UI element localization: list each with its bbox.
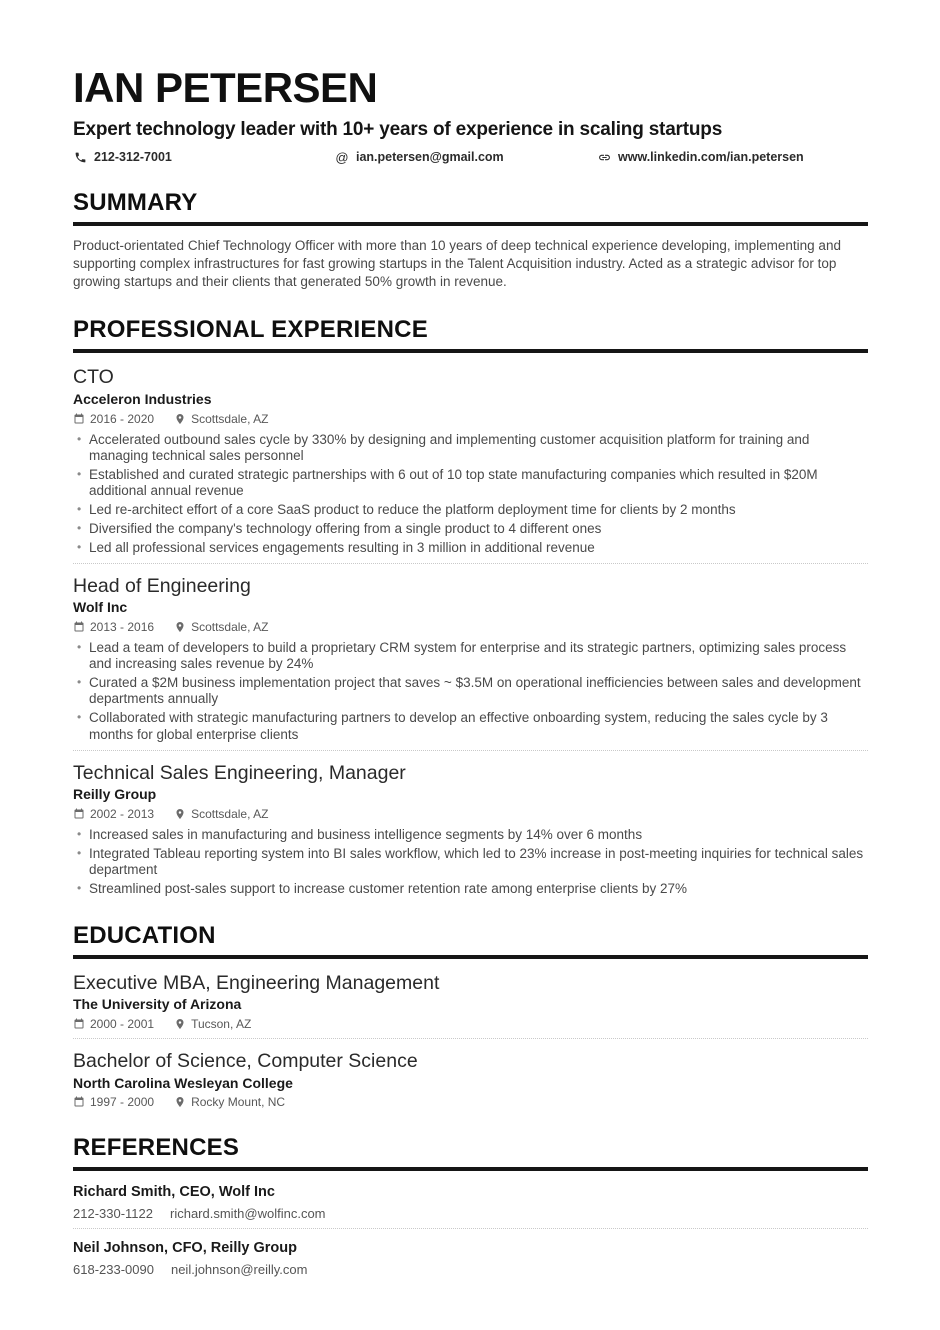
entry-meta	[73, 620, 868, 634]
summary-title: SUMMARY	[73, 189, 868, 226]
reference-email: neil.johnson@reilly.com	[170, 1262, 308, 1278]
date-range	[73, 620, 154, 634]
company-name: Acceleron Industries	[73, 390, 212, 407]
achievement-item: • Led re-architect effort of a core SaaS product to reduce the platform deployment time for clients by 2 months	[73, 502, 868, 518]
resume-header	[73, 66, 868, 164]
date-range-text: 2000 - 2001	[90, 1017, 155, 1032]
contact-email-text: ian.petersen@gmail.com	[356, 150, 504, 165]
reference-phone: 618-233-0090	[73, 1262, 154, 1278]
calendar-icon	[73, 1096, 85, 1108]
degree: Executive MBA, Engineering Management	[73, 972, 440, 995]
location-text: Scottsdale, AZ	[191, 806, 269, 821]
references-title: REFERENCES	[73, 1134, 868, 1171]
contact-phone-text: 212-312-7001	[94, 150, 172, 165]
education-title: EDUCATION	[73, 922, 868, 959]
achievement-item: • Led all professional services engagements resulting in 3 million in additional revenue	[73, 540, 868, 556]
summary-section	[73, 189, 868, 291]
location-text: Scottsdale, AZ	[191, 411, 269, 426]
location-pin-icon	[174, 621, 186, 633]
date-range-text: 1997 - 2000	[90, 1095, 155, 1110]
achievement-item: • Diversified the company's technology offering from a single product to 4 different ones	[73, 521, 868, 537]
experience-section	[73, 316, 868, 897]
achievement-item: • Lead a team of developers to build a proprietary CRM system for enterprise and its strategic partners, optimizing sales process and increasing sales revenue by 24%	[73, 640, 868, 672]
location-pin-icon	[174, 808, 186, 820]
achievement-item: • Streamlined post-sales support to increase customer retention rate among enterprise clients by 27%	[73, 881, 868, 897]
contact-row	[73, 150, 868, 164]
calendar-icon	[73, 808, 85, 820]
references-section	[73, 1134, 868, 1277]
candidate-name: IAN PETERSEN	[73, 64, 378, 111]
contact-phone	[73, 150, 335, 164]
entry-meta	[73, 412, 868, 426]
education-entry	[73, 1048, 868, 1109]
school-name: The University of Arizona	[73, 996, 242, 1013]
achievement-item: • Established and curated strategic partnerships with 6 out of 10 top state manufacturing companies which resulted in $20M additional annual revenue	[73, 467, 868, 499]
reference-entry	[73, 1238, 868, 1277]
location-pin-icon	[174, 413, 186, 425]
achievement-item: • Accelerated outbound sales cycle by 330% by designing and implementing customer acquisition platform for training and managing technical sales personnel	[73, 432, 868, 464]
company-name: Reilly Group	[73, 786, 157, 802]
date-range	[73, 1095, 154, 1109]
experience-title: PROFESSIONAL EXPERIENCE	[73, 316, 868, 353]
calendar-icon	[73, 413, 85, 425]
experience-entry	[73, 760, 868, 897]
location-text: Tucson, AZ	[191, 1017, 252, 1032]
job-title: Technical Sales Engineering, Manager	[73, 761, 406, 784]
entry-meta	[73, 1017, 868, 1031]
entry-meta	[73, 807, 868, 821]
phone-icon	[73, 150, 87, 164]
candidate-tagline: Expert technology leader with 10+ years of experience in scaling startups	[73, 119, 723, 141]
location	[174, 620, 268, 634]
job-title: CTO	[73, 366, 114, 389]
achievement-item: • Increased sales in manufacturing and business intelligence segments by 14% over 6 months	[73, 827, 868, 843]
location	[174, 807, 268, 821]
experience-entry	[73, 364, 868, 556]
achievement-item: • Curated a $2M business implementation project that saves ~ $3.5M on operational inefficiencies between sales and development departments annually	[73, 675, 868, 707]
summary-text: Product-orientated Chief Technology Officer with more than 10 years of deep technical experience developing, implementing and supporting complex infrastructures for fast growing startups in the Talent Acquisition industry. Acted as a strategic advisor for top growing startups and their clients that generated 50% growth in revenue.	[73, 238, 841, 290]
reference-phone: 212-330-1122	[73, 1206, 153, 1222]
date-range-text: 2013 - 2016	[90, 620, 155, 635]
experience-entry	[73, 573, 868, 743]
location	[174, 1017, 251, 1031]
achievement-list	[73, 432, 868, 556]
location-text: Scottsdale, AZ	[191, 620, 269, 635]
entry-divider	[73, 1038, 868, 1039]
entry-divider	[73, 1228, 868, 1229]
education-entry	[73, 970, 868, 1031]
achievement-item: • Integrated Tableau reporting system into BI sales workflow, which led to 23% increase in post-meeting inquiries for technical sales department	[73, 846, 868, 878]
date-range-text: 2002 - 2013	[90, 806, 155, 821]
achievement-item: • Collaborated with strategic manufacturing partners to develop an effective onboarding system, reducing the sales cycle by 3 months for global enterprise clients	[73, 710, 868, 742]
education-section	[73, 922, 868, 1109]
job-title: Head of Engineering	[73, 574, 251, 597]
location-pin-icon	[174, 1018, 186, 1030]
reference-contacts	[73, 1262, 868, 1277]
reference-entry	[73, 1182, 868, 1221]
location	[174, 1095, 285, 1109]
entry-meta	[73, 1095, 868, 1109]
reference-name: Richard Smith, CEO, Wolf Inc	[73, 1184, 275, 1201]
achievement-list	[73, 827, 868, 897]
achievement-list	[73, 640, 868, 742]
reference-contacts	[73, 1206, 868, 1221]
date-range-text: 2016 - 2020	[90, 411, 155, 426]
calendar-icon	[73, 1018, 85, 1030]
location-pin-icon	[174, 1096, 186, 1108]
entry-divider	[73, 563, 868, 564]
date-range	[73, 1017, 154, 1031]
degree: Bachelor of Science, Computer Science	[73, 1050, 418, 1073]
contact-linkedin	[597, 150, 804, 164]
company-name: Wolf Inc	[73, 599, 128, 616]
entry-divider	[73, 750, 868, 751]
location-text: Rocky Mount, NC	[191, 1095, 286, 1110]
reference-email: richard.smith@wolfinc.com	[170, 1206, 326, 1222]
date-range	[73, 412, 154, 426]
reference-name: Neil Johnson, CFO, Reilly Group	[73, 1240, 297, 1257]
link-icon	[597, 150, 611, 164]
contact-email	[335, 150, 597, 164]
location	[174, 412, 268, 426]
school-name: North Carolina Wesleyan College	[73, 1074, 293, 1091]
contact-linkedin-text: www.linkedin.com/ian.petersen	[618, 150, 804, 165]
calendar-icon	[73, 621, 85, 633]
date-range	[73, 807, 154, 821]
at-icon: @	[335, 149, 349, 165]
